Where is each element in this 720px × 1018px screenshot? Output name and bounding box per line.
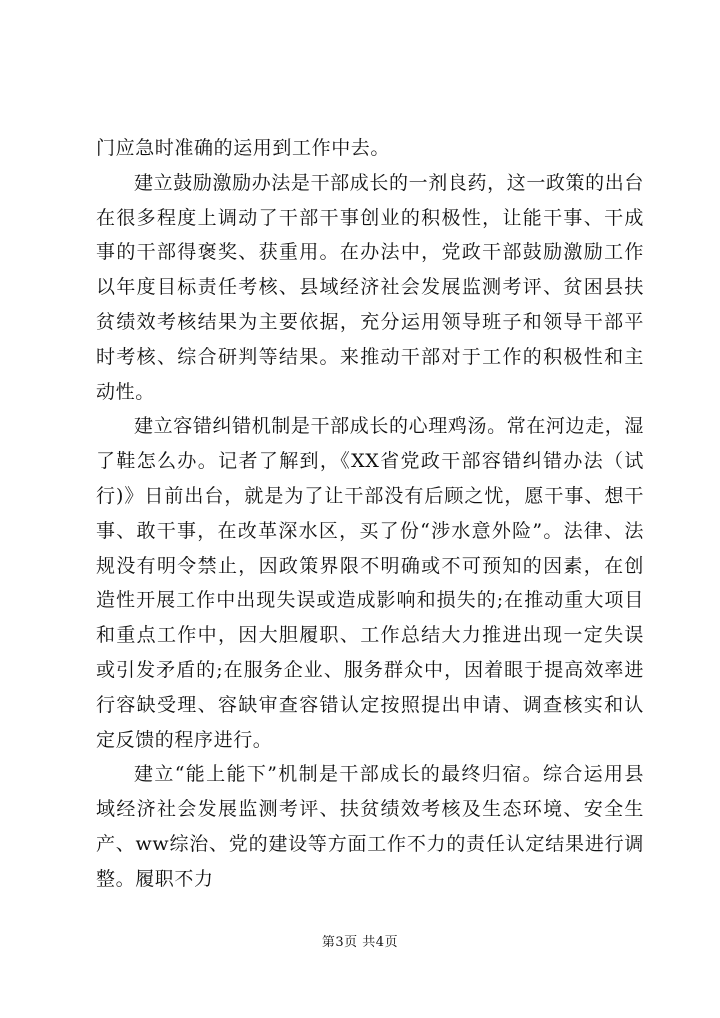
paragraph-incentive-measures: 建立鼓励激励办法是干部成长的一剂良药，这一政策的出台在很多程度上调动了干部干事创业的积极性，让能干事、干成事的干部得褒奖、获重用。在办法中，党政干部鼓励激励工作以年度目标责任考核、县域经济社会发展监测考评、贫困县扶贫绩效考核结果为主要依据，充分运用领导班子和领导干部平时考核、综合研判等结果。来推动干部对于工作的积极性和主动性。: [96, 171, 644, 403]
paragraph-continuation: 门应急时准确的运用到工作中去。: [96, 137, 391, 159]
document-body: [96, 131, 644, 897]
page-number-footer: 第3页 共4页: [321, 935, 399, 950]
paragraph-error-tolerance: 建立容错纠错机制是干部成长的心理鸡汤。常在河边走，湿了鞋怎么办。记者了解到，《XX省党政干部容错纠错办法（试行)》日前出台，就是为了让干部没有后顾之忧，愿干事、想干事、敢干事，在改革深水区，买了份“涉水意外险”。法律、法规没有明令禁止，因政策界限不明确或不可预知的因素，在创造性开展工作中出现失误或造成影响和损失的;在推动重大项目和重点工作中，因大胆履职、工作总结大力推进出现一定失误或引发矛盾的;在服务企业、服务群众中，因着眼于提高效率进行容缺受理、容缺审查容错认定按照提出申请、调查核实和认定反馈的程序进行。: [96, 415, 644, 751]
paragraph-promotion-demotion: 建立“能上能下”机制是干部成长的最终归宿。综合运用县域经济社会发展监测考评、扶贫绩效考核及生态环境、安全生产、ww综治、党的建设等方面工作不力的责任认定结果进行调整。履职不力: [96, 763, 644, 890]
